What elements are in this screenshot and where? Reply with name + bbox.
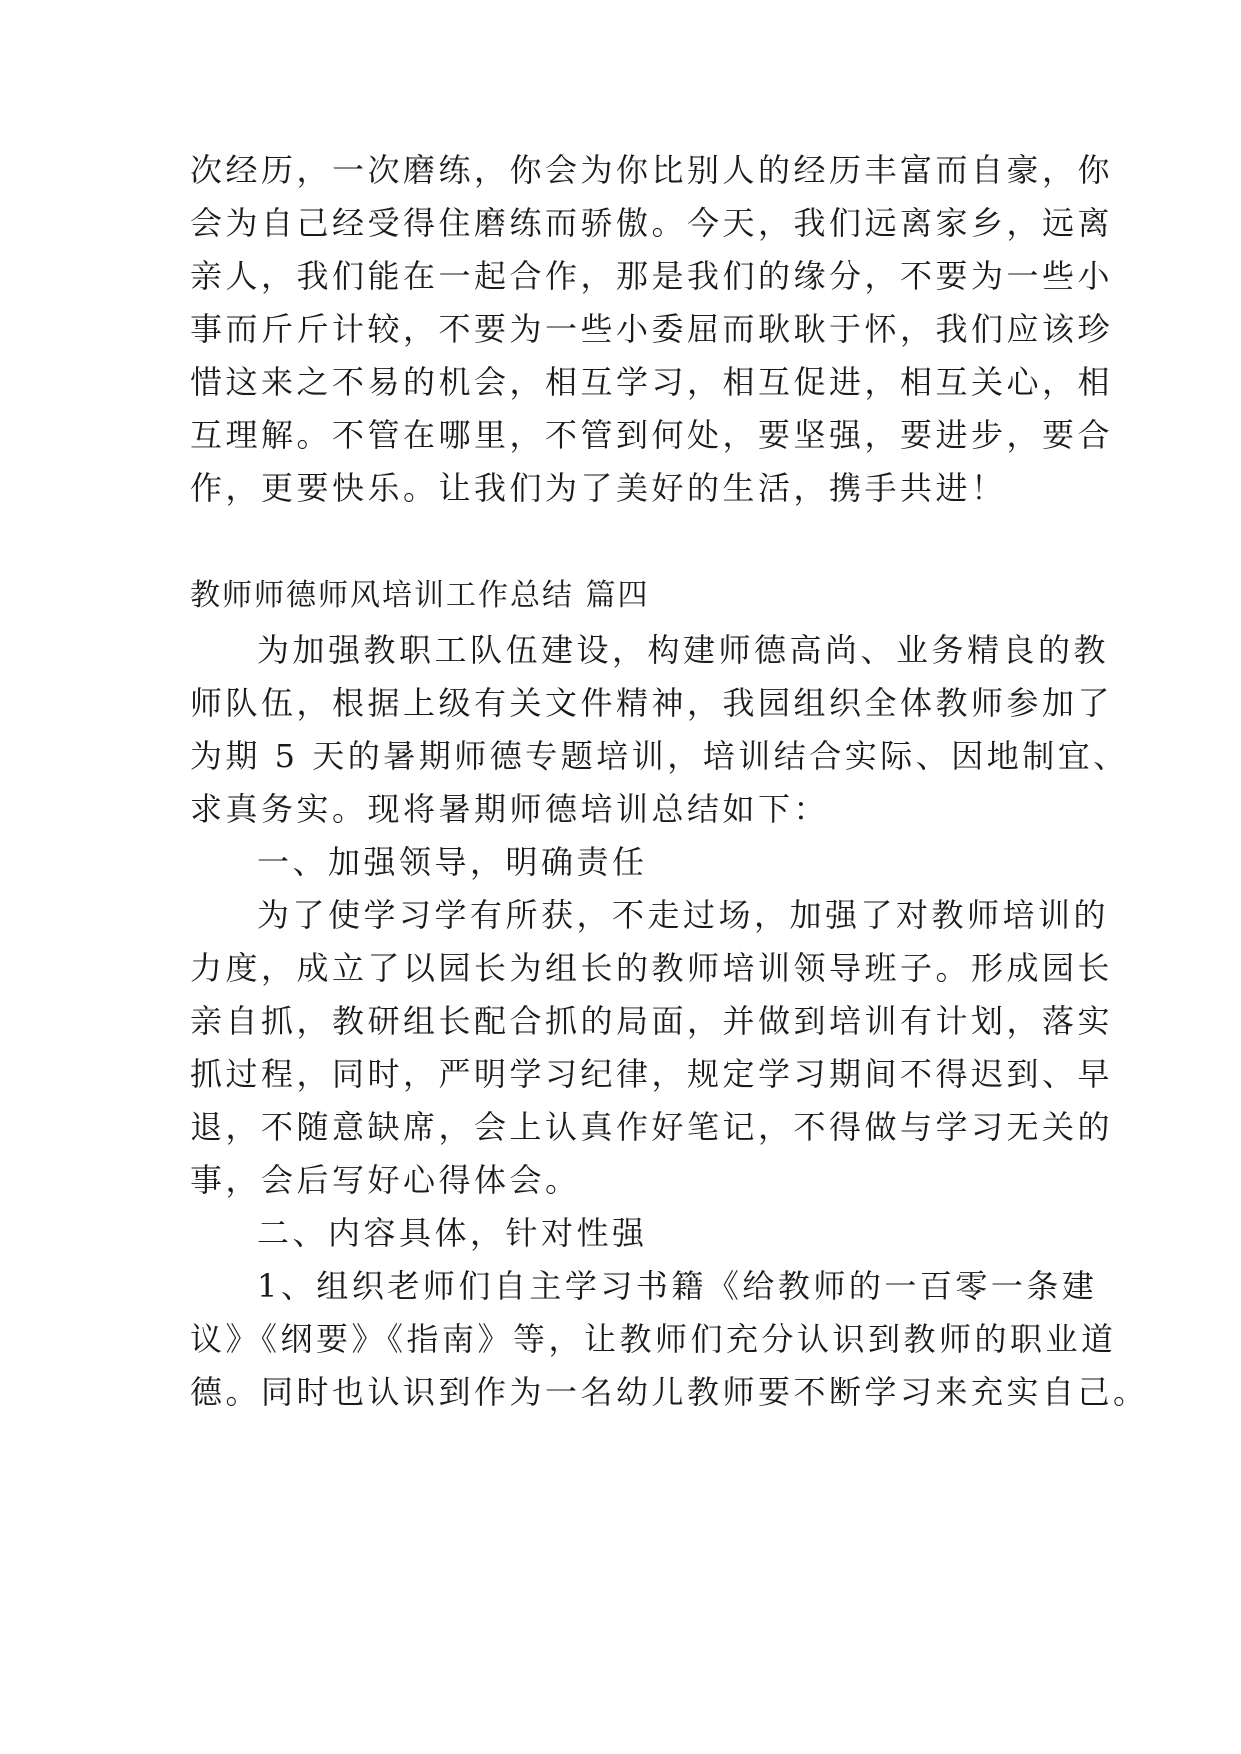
para-1-line: 为了使学习学有所获，不走过场，加强了对教师培训的	[257, 896, 1110, 934]
continuation-line: 惜这来之不易的机会，相互学习，相互促进，相互关心，相	[190, 363, 1114, 401]
para-1-line: 抓过程，同时，严明学习纪律，规定学习期间不得迟到、早	[190, 1055, 1114, 1093]
section-heading-1: 一、加强领导，明确责任	[257, 843, 648, 881]
para-2-line: 德。同时也认识到作为一名幼儿教师要不断学习来充实自己。	[190, 1373, 1149, 1411]
para-2-line: 议》《纲要》《指南》等，让教师们充分认识到教师的职业道	[190, 1320, 1117, 1358]
intro-line: 师队伍，根据上级有关文件精神，我园组织全体教师参加了	[190, 684, 1114, 722]
intro-line: 求真务实。现将暑期师德培训总结如下：	[190, 790, 830, 828]
para-1-line: 亲自抓，教研组长配合抓的局面，并做到培训有计划，落实	[190, 1002, 1114, 1040]
continuation-line: 亲人，我们能在一起合作，那是我们的缘分，不要为一些小	[190, 257, 1114, 295]
section-title: 教师师德师风培训工作总结 篇四	[190, 578, 650, 613]
para-1-line: 退，不随意缺席，会上认真作好笔记，不得做与学习无关的	[190, 1108, 1114, 1146]
intro-line: 为期 5 天的暑期师德专题培训，培训结合实际、因地制宜、	[190, 737, 1129, 775]
para-2-line: 1、组织老师们自主学习书籍《给教师的一百零一条建	[257, 1267, 1098, 1305]
continuation-line: 作，更要快乐。让我们为了美好的生活，携手共进！	[190, 469, 1007, 507]
continuation-line: 事而斤斤计较，不要为一些小委屈而耿耿于怀，我们应该珍	[190, 310, 1114, 348]
para-1-line: 事，会后写好心得体会。	[190, 1161, 581, 1199]
continuation-line: 互理解。不管在哪里，不管到何处，要坚强，要进步，要合	[190, 416, 1114, 454]
continuation-line: 次经历，一次磨练，你会为你比别人的经历丰富而自豪，你	[190, 151, 1114, 189]
para-1-line: 力度，成立了以园长为组长的教师培训领导班子。形成园长	[190, 949, 1114, 987]
intro-line: 为加强教职工队伍建设，构建师德高尚、业务精良的教	[257, 631, 1110, 669]
section-heading-2: 二、内容具体，针对性强	[257, 1214, 648, 1252]
continuation-line: 会为自己经受得住磨练而骄傲。今天，我们远离家乡，远离	[190, 204, 1114, 242]
